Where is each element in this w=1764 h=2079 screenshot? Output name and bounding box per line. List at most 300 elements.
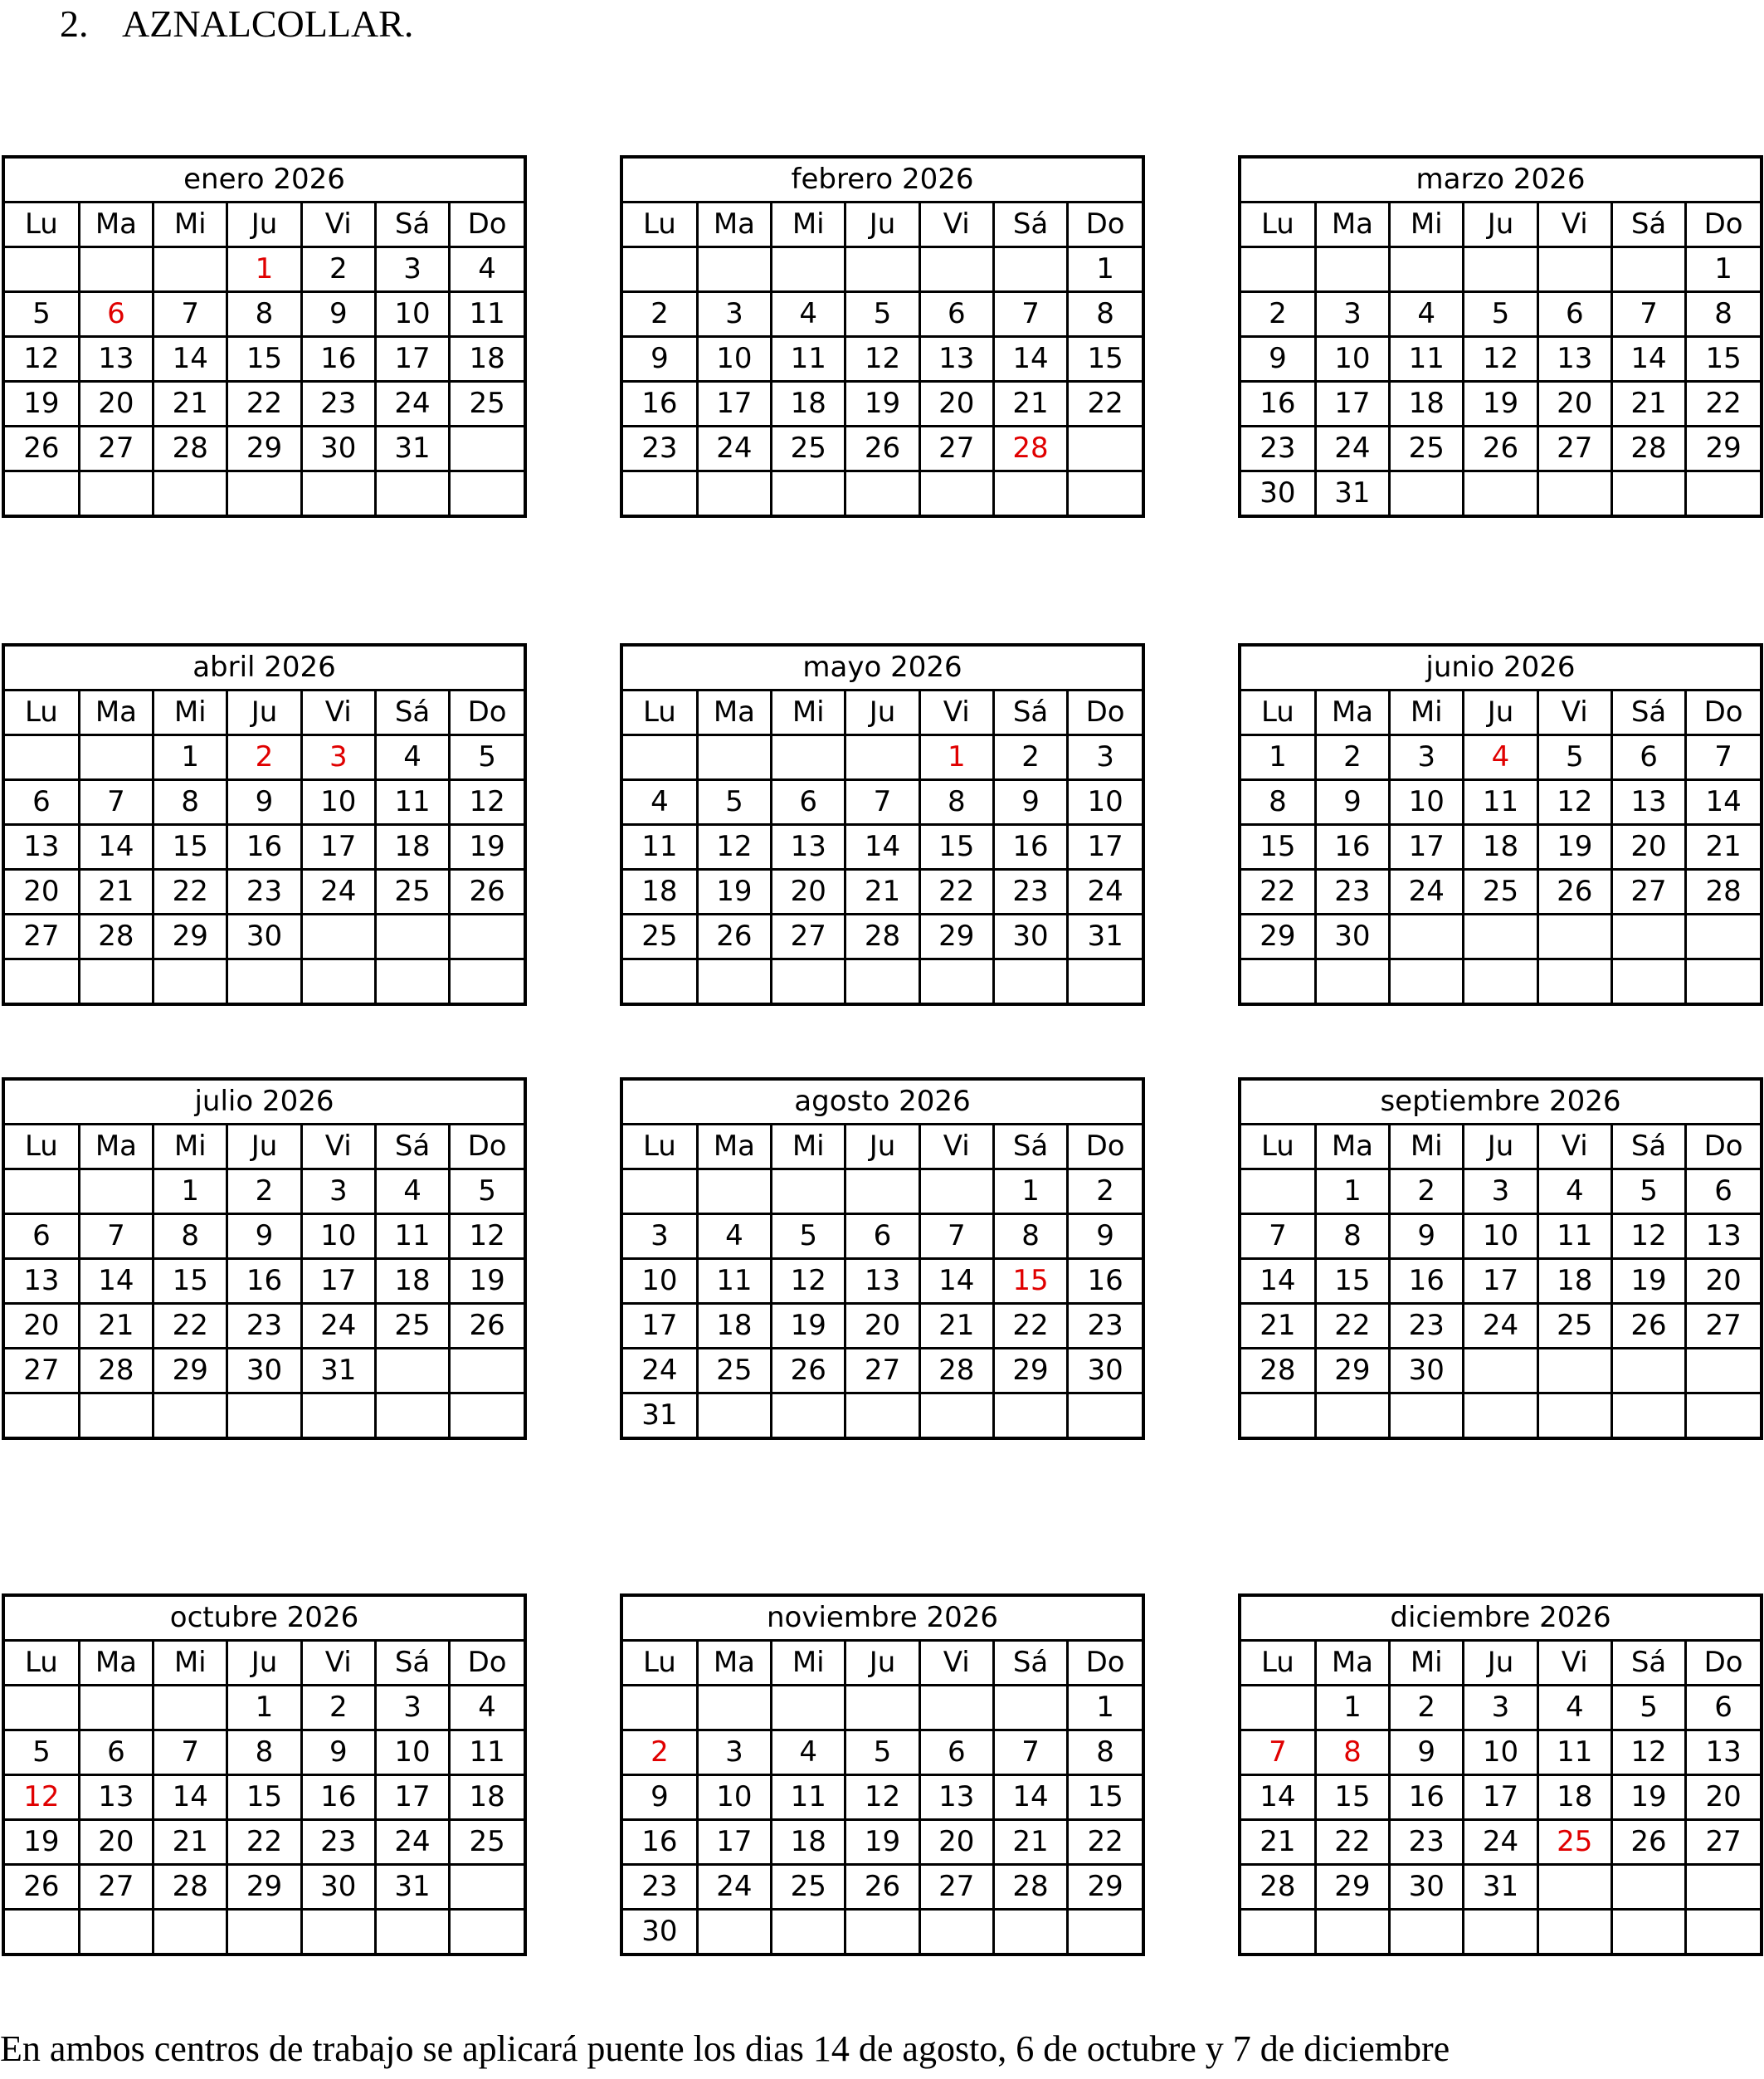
weekday-label: Mi	[772, 203, 845, 247]
week-row	[1241, 735, 1760, 780]
day-cell: 15	[1068, 337, 1142, 382]
day-cell	[301, 471, 375, 515]
day-cell: 12	[450, 1214, 524, 1259]
day-cell: 21	[845, 870, 919, 915]
weekday-header-row	[1241, 1642, 1760, 1686]
weekday-header-row	[5, 1642, 524, 1686]
day-cell	[227, 1393, 301, 1437]
day-cell: 31	[1464, 1865, 1537, 1910]
day-cell	[1611, 1910, 1685, 1954]
day-cell: 26	[772, 1349, 845, 1393]
day-cell: 30	[227, 1349, 301, 1393]
weekday-label: Sá	[375, 1642, 449, 1686]
day-cell: 5	[1611, 1169, 1685, 1214]
month-calendar	[1238, 155, 1763, 518]
day-cell: 21	[153, 382, 227, 427]
weekday-label: Sá	[1611, 1642, 1685, 1686]
day-cell: 17	[697, 1820, 771, 1865]
day-cell: 28	[79, 915, 153, 959]
weekday-label: Vi	[301, 1125, 375, 1169]
day-cell: 5	[5, 1730, 79, 1775]
day-cell: 6	[1686, 1169, 1760, 1214]
weekday-label: Mi	[772, 1125, 845, 1169]
weekday-header-row	[5, 691, 524, 735]
day-cell: 24	[1315, 427, 1389, 471]
week-row	[5, 1349, 524, 1393]
day-cell: 31	[1068, 915, 1142, 959]
day-cell: 27	[79, 1865, 153, 1910]
day-cell: 23	[1068, 1304, 1142, 1349]
day-cell: 14	[153, 1775, 227, 1820]
weekday-header-row	[1241, 1125, 1760, 1169]
day-cell	[227, 1910, 301, 1954]
day-cell: 1	[1315, 1169, 1389, 1214]
week-row	[1241, 427, 1760, 471]
day-cell	[697, 735, 771, 780]
month-grid	[1241, 1125, 1760, 1437]
day-cell: 5	[5, 292, 79, 337]
month-grid	[1241, 1642, 1760, 1953]
day-cell: 27	[772, 915, 845, 959]
day-cell: 30	[1241, 471, 1315, 515]
day-cell	[1611, 247, 1685, 292]
weekday-label: Ma	[697, 203, 771, 247]
day-cell: 30	[993, 915, 1067, 959]
day-cell	[301, 915, 375, 959]
day-cell: 25	[375, 870, 449, 915]
weekday-label: Sá	[375, 691, 449, 735]
week-row	[1241, 382, 1760, 427]
day-cell: 5	[1537, 735, 1611, 780]
day-cell: 3	[1464, 1169, 1537, 1214]
day-cell	[772, 247, 845, 292]
day-cell: 23	[1390, 1304, 1464, 1349]
holiday-day-cell: 4	[1464, 735, 1537, 780]
day-cell	[153, 247, 227, 292]
day-cell: 18	[697, 1304, 771, 1349]
week-row	[5, 915, 524, 959]
day-cell	[79, 1686, 153, 1730]
day-cell: 31	[375, 427, 449, 471]
day-cell: 16	[623, 1820, 697, 1865]
day-cell: 1	[993, 1169, 1067, 1214]
day-cell: 22	[153, 870, 227, 915]
holiday-day-cell: 12	[5, 1775, 79, 1820]
day-cell: 10	[375, 1730, 449, 1775]
holiday-day-cell: 3	[301, 735, 375, 780]
week-row	[1241, 1214, 1760, 1259]
day-cell: 22	[919, 870, 993, 915]
day-cell	[772, 1169, 845, 1214]
day-cell: 21	[79, 1304, 153, 1349]
day-cell: 11	[772, 337, 845, 382]
day-cell: 1	[1068, 247, 1142, 292]
day-cell	[1611, 1393, 1685, 1437]
day-cell: 5	[450, 1169, 524, 1214]
month-calendar	[1238, 643, 1763, 1006]
day-cell: 27	[1537, 427, 1611, 471]
day-cell	[5, 1686, 79, 1730]
day-cell	[301, 959, 375, 1003]
day-cell	[375, 915, 449, 959]
week-row	[623, 1865, 1142, 1910]
day-cell: 9	[1315, 780, 1389, 825]
day-cell: 20	[919, 1820, 993, 1865]
weekday-label: Mi	[1390, 203, 1464, 247]
week-row	[623, 959, 1142, 1003]
day-cell	[772, 471, 845, 515]
day-cell: 27	[1686, 1304, 1760, 1349]
day-cell: 6	[845, 1214, 919, 1259]
day-cell	[1537, 247, 1611, 292]
day-cell	[79, 1910, 153, 1954]
day-cell: 20	[845, 1304, 919, 1349]
week-row	[1241, 1775, 1760, 1820]
weekday-label: Lu	[1241, 691, 1315, 735]
day-cell	[697, 1393, 771, 1437]
day-cell: 3	[1068, 735, 1142, 780]
day-cell: 12	[1611, 1214, 1685, 1259]
week-row	[1241, 915, 1760, 959]
week-row	[5, 1820, 524, 1865]
day-cell: 26	[845, 427, 919, 471]
day-cell: 8	[1686, 292, 1760, 337]
week-row	[623, 427, 1142, 471]
weekday-label: Do	[1686, 1642, 1760, 1686]
day-cell: 21	[993, 1820, 1067, 1865]
day-cell: 9	[623, 1775, 697, 1820]
week-row	[5, 780, 524, 825]
day-cell: 23	[1315, 870, 1389, 915]
day-cell: 2	[301, 247, 375, 292]
day-cell: 29	[153, 1349, 227, 1393]
week-row	[1241, 1349, 1760, 1393]
day-cell	[153, 1910, 227, 1954]
weekday-label: Do	[450, 691, 524, 735]
day-cell	[301, 1393, 375, 1437]
weekday-label: Ju	[845, 203, 919, 247]
day-cell: 10	[1390, 780, 1464, 825]
day-cell: 25	[772, 1865, 845, 1910]
day-cell: 9	[301, 1730, 375, 1775]
weekday-label: Lu	[5, 1642, 79, 1686]
day-cell	[845, 247, 919, 292]
day-cell: 16	[227, 1259, 301, 1304]
weekday-label: Ma	[697, 1642, 771, 1686]
week-row	[623, 1304, 1142, 1349]
week-row	[1241, 1393, 1760, 1437]
week-row	[5, 247, 524, 292]
day-cell: 28	[919, 1349, 993, 1393]
month-title: octubre 2026	[5, 1597, 524, 1642]
day-cell: 13	[5, 1259, 79, 1304]
day-cell: 30	[301, 1865, 375, 1910]
month-title: diciembre 2026	[1241, 1597, 1760, 1642]
day-cell: 19	[450, 1259, 524, 1304]
day-cell: 12	[1537, 780, 1611, 825]
week-row	[623, 1820, 1142, 1865]
day-cell	[993, 247, 1067, 292]
weekday-label: Ma	[697, 691, 771, 735]
day-cell: 3	[1464, 1686, 1537, 1730]
day-cell	[1241, 247, 1315, 292]
day-cell	[845, 735, 919, 780]
day-cell: 2	[1315, 735, 1389, 780]
weekday-label: Do	[1686, 691, 1760, 735]
day-cell: 8	[1315, 1214, 1389, 1259]
week-row	[5, 1304, 524, 1349]
week-row	[623, 1259, 1142, 1304]
week-row	[623, 247, 1142, 292]
day-cell	[993, 1686, 1067, 1730]
day-cell: 25	[772, 427, 845, 471]
day-cell: 27	[1686, 1820, 1760, 1865]
day-cell: 20	[1611, 825, 1685, 870]
week-row	[5, 1910, 524, 1954]
week-row	[623, 1775, 1142, 1820]
day-cell: 13	[79, 337, 153, 382]
week-row	[1241, 780, 1760, 825]
day-cell: 27	[845, 1349, 919, 1393]
day-cell	[1686, 915, 1760, 959]
weekday-label: Do	[450, 1125, 524, 1169]
day-cell	[697, 1169, 771, 1214]
weekday-label: Mi	[1390, 691, 1464, 735]
day-cell	[79, 471, 153, 515]
weekday-label: Sá	[1611, 691, 1685, 735]
day-cell	[450, 959, 524, 1003]
day-cell: 11	[450, 292, 524, 337]
day-cell: 26	[1611, 1820, 1685, 1865]
weekday-label: Ju	[845, 691, 919, 735]
day-cell: 13	[1611, 780, 1685, 825]
day-cell	[993, 471, 1067, 515]
day-cell: 19	[845, 1820, 919, 1865]
month-grid	[1241, 203, 1760, 515]
day-cell: 17	[697, 382, 771, 427]
day-cell	[623, 735, 697, 780]
day-cell: 3	[375, 247, 449, 292]
day-cell	[1464, 247, 1537, 292]
day-cell: 7	[1686, 735, 1760, 780]
week-row	[1241, 1169, 1760, 1214]
day-cell: 24	[623, 1349, 697, 1393]
week-row	[1241, 1686, 1760, 1730]
week-row	[5, 292, 524, 337]
day-cell: 18	[623, 870, 697, 915]
day-cell	[623, 959, 697, 1003]
day-cell	[1241, 1169, 1315, 1214]
weekday-label: Sá	[993, 203, 1067, 247]
week-row	[623, 1169, 1142, 1214]
day-cell: 20	[5, 870, 79, 915]
day-cell: 17	[1315, 382, 1389, 427]
day-cell: 18	[375, 1259, 449, 1304]
day-cell: 18	[450, 1775, 524, 1820]
weekday-label: Do	[1068, 1125, 1142, 1169]
day-cell: 11	[772, 1775, 845, 1820]
day-cell	[1686, 1910, 1760, 1954]
day-cell: 18	[375, 825, 449, 870]
day-cell	[1537, 1910, 1611, 1954]
day-cell: 26	[845, 1865, 919, 1910]
holiday-day-cell: 6	[79, 292, 153, 337]
day-cell: 19	[845, 382, 919, 427]
day-cell: 26	[697, 915, 771, 959]
day-cell	[1390, 959, 1464, 1003]
month-calendar	[2, 1077, 527, 1440]
week-row	[623, 1349, 1142, 1393]
day-cell: 16	[227, 825, 301, 870]
day-cell: 13	[919, 337, 993, 382]
month-grid	[623, 203, 1142, 515]
day-cell: 1	[1315, 1686, 1389, 1730]
day-cell	[375, 959, 449, 1003]
day-cell: 12	[772, 1259, 845, 1304]
month-calendar	[2, 1593, 527, 1956]
weekday-label: Lu	[5, 203, 79, 247]
day-cell: 4	[697, 1214, 771, 1259]
day-cell: 30	[301, 427, 375, 471]
weekday-label: Do	[1068, 691, 1142, 735]
day-cell: 5	[772, 1214, 845, 1259]
day-cell: 28	[79, 1349, 153, 1393]
day-cell	[450, 915, 524, 959]
weekday-label: Do	[1686, 1125, 1760, 1169]
day-cell	[845, 471, 919, 515]
week-row	[1241, 959, 1760, 1003]
day-cell: 18	[772, 1820, 845, 1865]
day-cell: 25	[697, 1349, 771, 1393]
weekday-label: Vi	[1537, 691, 1611, 735]
day-cell	[5, 735, 79, 780]
day-cell	[1464, 1393, 1537, 1437]
day-cell: 17	[375, 337, 449, 382]
day-cell	[993, 1910, 1067, 1954]
day-cell: 24	[1464, 1820, 1537, 1865]
week-row	[623, 1214, 1142, 1259]
day-cell: 12	[697, 825, 771, 870]
day-cell: 20	[79, 1820, 153, 1865]
day-cell: 8	[1068, 292, 1142, 337]
day-cell	[1464, 1910, 1537, 1954]
day-cell: 15	[153, 1259, 227, 1304]
day-cell	[1611, 1349, 1685, 1393]
weekday-header-row	[623, 1125, 1142, 1169]
day-cell: 4	[772, 1730, 845, 1775]
day-cell	[623, 471, 697, 515]
weekday-label: Vi	[919, 691, 993, 735]
day-cell: 27	[919, 1865, 993, 1910]
day-cell: 29	[1315, 1865, 1389, 1910]
week-row	[623, 382, 1142, 427]
day-cell: 9	[227, 780, 301, 825]
month-calendar	[620, 155, 1145, 518]
day-cell: 27	[5, 915, 79, 959]
day-cell: 15	[227, 1775, 301, 1820]
day-cell: 6	[79, 1730, 153, 1775]
month-title: febrero 2026	[623, 159, 1142, 203]
month-title: agosto 2026	[623, 1081, 1142, 1125]
week-row	[1241, 292, 1760, 337]
day-cell	[1315, 247, 1389, 292]
day-cell	[1241, 1686, 1315, 1730]
holiday-day-cell: 1	[227, 247, 301, 292]
weekday-header-row	[5, 203, 524, 247]
weekday-label: Lu	[1241, 203, 1315, 247]
day-cell: 1	[1068, 1686, 1142, 1730]
day-cell: 5	[1464, 292, 1537, 337]
day-cell: 11	[450, 1730, 524, 1775]
day-cell: 13	[79, 1775, 153, 1820]
day-cell: 8	[153, 1214, 227, 1259]
weekday-label: Ma	[1315, 1642, 1389, 1686]
day-cell: 31	[623, 1393, 697, 1437]
day-cell: 3	[697, 292, 771, 337]
weekday-label: Ju	[1464, 691, 1537, 735]
weekday-label: Ma	[1315, 203, 1389, 247]
day-cell: 31	[375, 1865, 449, 1910]
weekday-label: Vi	[1537, 1642, 1611, 1686]
weekday-label: Sá	[375, 203, 449, 247]
weekday-label: Lu	[623, 691, 697, 735]
holiday-day-cell: 15	[993, 1259, 1067, 1304]
day-cell: 16	[1315, 825, 1389, 870]
day-cell: 22	[993, 1304, 1067, 1349]
weekday-label: Do	[1686, 203, 1760, 247]
day-cell: 2	[1390, 1169, 1464, 1214]
day-cell: 7	[1611, 292, 1685, 337]
week-row	[623, 1730, 1142, 1775]
section-title: AZNALCOLLAR.	[122, 2, 414, 45]
day-cell	[301, 1910, 375, 1954]
month-title: mayo 2026	[623, 647, 1142, 691]
day-cell	[1068, 471, 1142, 515]
weekday-label: Do	[450, 203, 524, 247]
footnote: En ambos centros de trabajo se aplicará puente los dias 14 de agosto, 6 de octubre y 7 de diciembre	[0, 2028, 1450, 2069]
day-cell: 21	[79, 870, 153, 915]
weekday-label: Ma	[697, 1125, 771, 1169]
week-row	[5, 1775, 524, 1820]
day-cell: 7	[79, 780, 153, 825]
day-cell: 12	[5, 337, 79, 382]
weekday-label: Ma	[1315, 691, 1389, 735]
weekday-label: Sá	[993, 691, 1067, 735]
day-cell	[1464, 1349, 1537, 1393]
week-row	[1241, 1820, 1760, 1865]
day-cell: 1	[153, 735, 227, 780]
week-row	[5, 735, 524, 780]
day-cell	[1686, 1865, 1760, 1910]
day-cell	[5, 1910, 79, 1954]
day-cell	[79, 735, 153, 780]
holiday-day-cell: 1	[919, 735, 993, 780]
day-cell: 6	[1611, 735, 1685, 780]
week-row	[623, 337, 1142, 382]
day-cell: 4	[1390, 292, 1464, 337]
day-cell: 8	[153, 780, 227, 825]
month-title: abril 2026	[5, 647, 524, 691]
day-cell	[375, 1910, 449, 1954]
day-cell: 14	[993, 337, 1067, 382]
day-cell: 8	[1068, 1730, 1142, 1775]
day-cell: 10	[301, 780, 375, 825]
day-cell: 5	[845, 292, 919, 337]
day-cell: 21	[1611, 382, 1685, 427]
day-cell	[375, 1349, 449, 1393]
day-cell: 31	[1315, 471, 1389, 515]
weekday-label: Ju	[845, 1642, 919, 1686]
